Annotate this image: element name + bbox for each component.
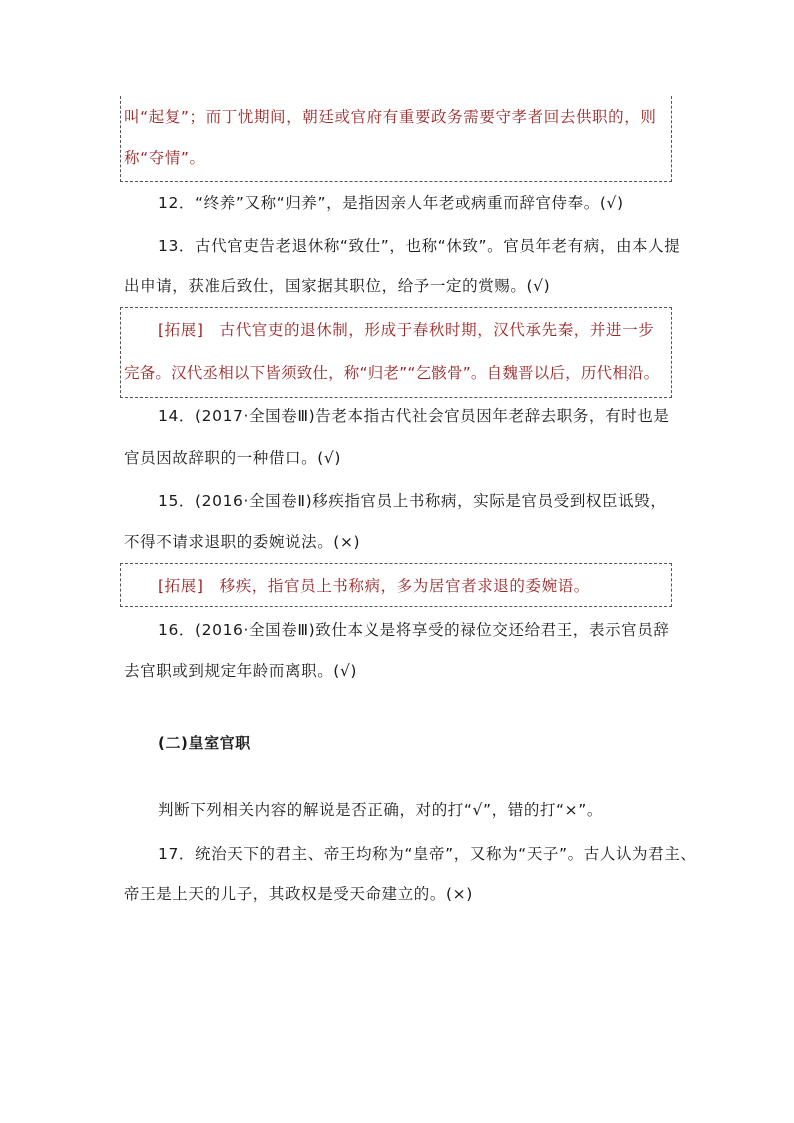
item-13-line-2: 出申请，获准后致仕，国家据其职位，给予一定的赏赐。(√)	[124, 277, 551, 295]
box2-line-2: 完备。汉代丞相以下皆须致仕，称“归老”“乞骸骨”。自魏晋以后，历代相沿。	[124, 364, 660, 382]
item-14-line-1: 14．(2017·全国卷Ⅲ)告老本指古代社会官员因年老辞去职务，有时也是	[158, 407, 670, 425]
item-14-line-2: 官员因故辞职的一种借口。(√)	[124, 449, 341, 467]
item-13-line-1: 13．古代官吏告老退休称“致仕”，也称“休致”。官员年老有病，由本人提	[158, 237, 681, 255]
box1-line-1: 叫“起复”；而丁忧期间，朝廷或官府有重要政务需要守孝者回去供职的，则	[124, 108, 657, 126]
item-17-line-1: 17．统治天下的君主、帝王均称为“皇帝”，又称为“天子”。古人认为君主、	[158, 845, 697, 863]
item-15-line-1: 15．(2016·全国卷Ⅱ)移疾指官员上书称病，实际是官员受到权臣诋毁，	[158, 492, 667, 510]
box1-line-2: 称“夺情”。	[124, 149, 206, 167]
section-heading: (二)皇室官职	[158, 734, 251, 752]
box2-line-1: [拓展] 古代官吏的退休制，形成于春秋时期，汉代承先秦，并进一步	[158, 321, 655, 339]
box3-line-1: [拓展] 移疾，指官员上书称病，多为居官者求退的委婉语。	[158, 577, 590, 595]
item-15-line-2: 不得不请求退职的委婉说法。(×)	[124, 533, 361, 551]
instruction-text: 判断下列相关内容的解说是否正确，对的打“√”，错的打“×”。	[158, 801, 603, 819]
item-16-line-2: 去官职或到规定年龄而离职。(√)	[124, 662, 358, 680]
item-12: 12．“终养”又称“归养”，是指因亲人年老或病重而辞官侍奉。(√)	[158, 194, 624, 212]
item-17-line-2: 帝王是上天的儿子，其政权是受天命建立的。(×)	[124, 885, 473, 903]
item-16-line-1: 16．(2016·全国卷Ⅲ)致仕本义是将享受的禄位交还给君王，表示官员辞	[158, 621, 670, 639]
